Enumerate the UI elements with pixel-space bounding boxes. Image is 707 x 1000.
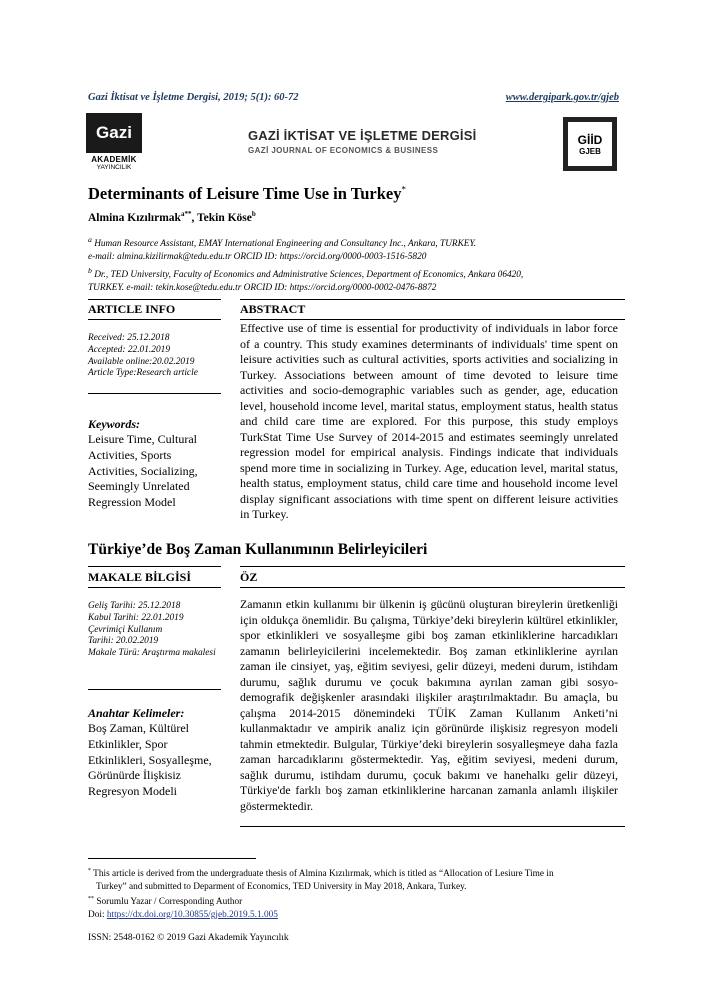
footnote-divider [88, 858, 256, 859]
cevrimici-tarih: Tarihi: 20.02.2019 [88, 636, 159, 647]
fn1-mark: * [88, 868, 91, 874]
divider [240, 299, 625, 300]
fn1-line1: This article is derived from the undergraduate thesis of Almina Kızılırmak, which is titled as “Allocation of Lesiure Time in [91, 869, 554, 880]
gazi-logo-line1: AKADEMİK [91, 155, 137, 164]
available-date: Available online:20.02.2019 [88, 356, 195, 367]
keywords-heading: Keywords: [88, 417, 140, 431]
title-footnote-mark: * [401, 184, 407, 195]
divider [88, 689, 221, 690]
doi-label: Doi: [88, 909, 107, 920]
author-1: Almina Kızılırmak [88, 211, 181, 224]
cevrimici-label: Çevrimiçi Kullanım [88, 624, 163, 635]
journal-title-banner: GAZİ İKTİSAT VE İŞLETME DERGİSİ [248, 128, 477, 143]
affiliation-b [88, 265, 618, 294]
author-line [88, 210, 256, 224]
aff-b-mark: b [88, 266, 92, 275]
aff-a-text: Human Resource Assistant, EMAY International Engineering and Consultancy Inc., Ankara, TURKEY. [91, 239, 477, 250]
anahtar-kelimeler-list: Boş Zaman, Kültürel Etkinlikler, Spor Etkinlikleri, Sosyalleşme, Görünürde İlişkisiz Regresyon Modeli [88, 721, 212, 799]
divider [240, 826, 625, 827]
keywords-list: Leisure Time, Cultural Activities, Sports Activities, Socializing, Seemingly Unrelated Regression Model [88, 432, 198, 510]
abstract-text: Effective use of time is essential for productivity of individuals in labor force of a country. This study examines determinants of individuals' time spent on leisure activities such as cultural activities, sports activities and socializing in Turkey. Associations between amount of time devoted to leisure time activities and socio-demographic variables such as gender, age, education level, household income level, marital status, employment status, health status and child care time are explored. For this purpose, this study employs TurkStat Time Use Survey of 2014-2015 and estimates seemingly unrelated regression model for empirical analysis. Findings indicate that individuals spend more time in socializing in Turkey. Age, education level, marital status, health status, employment status, child care time and household income level display significant associations with time spent on different leisure activities in Turkey. [240, 321, 618, 521]
doi-link[interactable]: https://dx.doi.org/10.30855/gjeb.2019.5.1.005 [106, 909, 278, 920]
gazi-logo [86, 113, 142, 173]
issn-line: ISSN: 2548-0162 © 2019 Gazi Akademik Yayıncılık [88, 933, 289, 943]
author-2-sup: b [251, 210, 256, 218]
paper-title-text: Determinants of Leisure Time Use in Turkey [88, 184, 402, 203]
gazi-logo-line2: YAYINCILIK [96, 164, 132, 171]
giid-logo-line2: GJEB [579, 146, 601, 156]
makale-bilgisi-heading: MAKALE BİLGİSİ [88, 570, 192, 584]
journal-subtitle-banner: GAZİ JOURNAL OF ECONOMICS & BUSINESS [248, 146, 439, 155]
accepted-date: Accepted: 22.01.2019 [88, 344, 171, 355]
gelis-tarihi: Geliş Tarihi: 25.12.2018 [88, 601, 181, 611]
gazi-logo-box: Gazi [86, 113, 142, 153]
aff-a-contact: e-mail: almina.kizilirmak@tedu.edu.tr ORCID ID: https://orcid.org/0000-0003-1516-5820 [88, 251, 427, 262]
received-date: Received: 25.12.2018 [88, 333, 170, 343]
giid-logo-line1: GİİD [577, 132, 603, 147]
paper-title [88, 184, 406, 204]
aff-a-mark: a [88, 235, 92, 244]
divider [88, 566, 221, 567]
author-separator: , [191, 211, 198, 224]
author-1-sup: a** [180, 210, 192, 218]
kabul-tarihi: Kabul Tarihi: 22.01.2019 [88, 612, 184, 623]
article-type: Article Type:Research article [88, 368, 198, 379]
affiliation-a [88, 234, 618, 263]
giid-logo [563, 117, 617, 171]
makale-turu: Makale Türü: Araştırma makalesi [88, 648, 216, 659]
divider [240, 587, 625, 588]
aff-b-text: Dr., TED University, Faculty of Economics and Administrative Sciences, Department of Economics, Ankara 06420, [91, 270, 524, 281]
divider [240, 566, 625, 567]
anahtar-kelimeler-heading: Anahtar Kelimeler: [88, 706, 185, 720]
article-dates [88, 333, 228, 380]
fn1-line2: Turkey” and submitted to Deparment of Economics, TED University in May 2018, Ankara, Turkey. [96, 881, 467, 892]
journal-citation: Gazi İktisat ve İşletme Dergisi, 2019; 5(1): 60-72 [88, 92, 299, 103]
divider [88, 393, 221, 394]
author-2: Tekin Köse [197, 211, 252, 224]
fn2-mark: ** [88, 896, 94, 903]
turkish-title: Türkiye’de Boş Zaman Kullanımının Belirleyicileri [88, 541, 428, 558]
divider [88, 299, 221, 300]
footnotes [88, 865, 618, 921]
abstract-heading: ABSTRACT [240, 302, 306, 316]
aff-b-contact: TURKEY. e-mail: tekin.kose@tedu.edu.tr ORCID ID: https://orcid.org/0000-0002-0476-8872 [88, 282, 437, 293]
journal-website-link[interactable]: www.dergipark.gov.tr/gjeb [505, 92, 619, 103]
fn2-text: Sorumlu Yazar / Corresponding Author [94, 897, 243, 908]
divider [88, 587, 221, 588]
makale-dates [88, 601, 223, 660]
oz-text: Zamanın etkin kullanımı bir ülkenin iş gücünü oluşturan bireylerin üretkenliği için oldukça önemlidir. Bu çalışma, Türkiye’deki bireylerin kültürel etkinlikler, spor etkinlikleri ve sosyalleşme gibi boş zaman etkinliklerine harcadıkları zamanın belirleyicilerini incelemektedir. Boş zaman etkinliklerine ayrılan zaman ile cinsiyet, yaş, eğitim seviyesi, gelir düzeyi, medeni durum, istihdam durumu, sağlık durumu ve çocuk bakımına ayrılan zaman gibi sosyo-demografik değişkenler arasındaki ilişkiler araştırılmaktadır. Bu amaçla, bu çalışma 2014-2015 dönemindeki TÜİK Zaman Kullanım Anketi’ni kullanmaktadır ve ampirik analiz için görünürde ilişkisiz regresyon modeli tahmin etmektedir. Bulgular, Türkiye’deki bireylerin sosyalleşmeye daha fazla zaman harcadıklarını göstermektedir. Yaş, eğitim seviyesi, medeni durum, sağlık durumu, istihdam durumu, çocuk bakımı ve hanehalkı gelir düzeyi, Türkiye'de farklı boş zaman etkinliklerine harcanan zamanla anlamlı ilişkiler göstermektedir. [240, 597, 618, 813]
divider [88, 319, 221, 320]
article-info-heading: ARTICLE INFO [88, 302, 176, 316]
divider [240, 319, 625, 320]
oz-heading: ÖZ [240, 570, 258, 584]
